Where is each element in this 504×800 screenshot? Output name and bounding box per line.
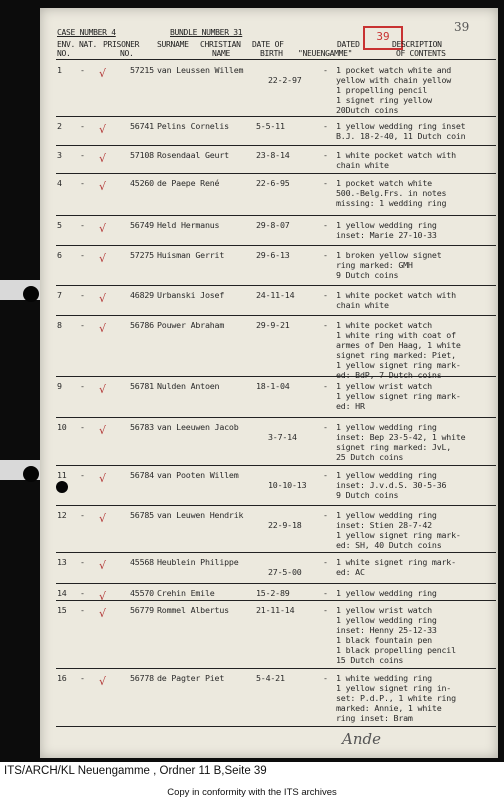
row-rule [56,552,496,553]
dated-mark: - [323,178,328,188]
col-birth: BIRTH [260,49,283,58]
check-mark-icon: √ [99,180,107,193]
prisoner-number: 46829 [130,290,154,300]
nationality: - [80,557,85,567]
check-mark-icon: √ [99,252,107,265]
date-of-birth: 24-11-14 [256,290,295,300]
check-mark-icon: √ [99,322,107,335]
row-rule [56,668,496,669]
prisoner-name: Huisman Gerrit [157,250,225,260]
col-env: ENV. [57,40,76,49]
date-of-birth: 3-7-14 [268,432,297,442]
date-of-birth: 22-6-95 [256,178,290,188]
prisoner-number: 56783 [130,422,154,432]
prisoner-name: de Pagter Piet [157,673,225,683]
prisoner-name: Pelins Cornelis [157,121,229,131]
check-mark-icon: √ [99,675,107,688]
col-christian-name: NAME [212,49,231,58]
prisoner-number: 56778 [130,673,154,683]
entry-number: 15 [57,605,67,615]
row-rule [56,465,496,466]
date-of-birth: 5-4-21 [256,673,285,683]
nationality: - [80,422,85,432]
row-rule [56,417,496,418]
nationality: - [80,290,85,300]
prisoner-number: 56785 [130,510,154,520]
dated-mark: - [323,510,328,520]
nationality: - [80,605,85,615]
punch-hole [23,466,39,482]
description-of-contents: 1 yellow wedding ring [336,588,437,598]
row-rule [56,600,496,601]
nationality: - [80,178,85,188]
nationality: - [80,510,85,520]
prisoner-number: 57108 [130,150,154,160]
description-of-contents: 1 pocket watch white 500.-Belg.Frs. in notes missing: 1 wedding ring [336,178,447,208]
description-of-contents: 1 yellow wrist watch 1 yellow wedding ring inset: Henny 25-12-33 1 black fountain pen 1 black propelling pencil 15 Dutch coins [336,605,456,665]
date-of-birth: 22-9-18 [268,520,302,530]
prisoner-name: van Leeuwen Jacob [157,422,239,432]
check-mark-icon: √ [99,222,107,235]
dated-mark: - [323,470,328,480]
date-of-birth: 23-8-14 [256,150,290,160]
prisoner-name: Nulden Antoen [157,381,220,391]
prisoner-number: 57275 [130,250,154,260]
description-of-contents: 1 yellow wedding ring inset B.J. 18-2-40, 11 Dutch coin [336,121,466,141]
description-of-contents: 1 white pocket watch with chain white [336,150,456,170]
punch-hole [23,286,39,302]
nationality: - [80,150,85,160]
prisoner-name: Rosendaal Geurt [157,150,229,160]
description-of-contents: 1 yellow wedding ring inset: Stien 28-7-42 1 yellow signet ring mark- ed: SH, 40 Dutch coins [336,510,461,550]
dated-mark: - [323,557,328,567]
col-surname: SURNAME [157,40,189,49]
entry-number: 11 [57,470,67,480]
check-mark-icon: √ [99,292,107,305]
document-sheet [40,8,498,758]
prisoner-number: 45260 [130,178,154,188]
entry-number: 7 [57,290,62,300]
col-prisoner-no: NO. [120,49,134,58]
row-rule [56,315,496,316]
date-of-birth: 29-8-07 [256,220,290,230]
prisoner-number: 56741 [130,121,154,131]
nationality: - [80,220,85,230]
date-of-birth: 10-10-13 [268,480,307,490]
nationality: - [80,588,85,598]
entry-number: 13 [57,557,67,567]
nationality: - [80,673,85,683]
col-of-contents: OF CONTENTS [396,49,446,58]
nationality: - [80,320,85,330]
bundle-number-label: BUNDLE NUMBER 31 [170,28,243,37]
prisoner-number: 45568 [130,557,154,567]
prisoner-name: Held Hermanus [157,220,220,230]
case-number-label: CASE NUMBER 4 [57,28,116,37]
description-of-contents: 1 white pocket watch with chain white [336,290,456,310]
date-of-birth: 15-2-89 [256,588,290,598]
dated-mark: - [323,605,328,615]
entry-number: 9 [57,381,62,391]
row-rule [56,245,496,246]
description-of-contents: 1 yellow wrist watch 1 yellow signet ring mark- ed: HR [336,381,461,411]
entry-number: 14 [57,588,67,598]
ink-blot [56,481,68,493]
col-prisoner: PRISONER [103,40,140,49]
check-mark-icon: √ [99,67,107,80]
prisoner-number: 56786 [130,320,154,330]
prisoner-name: de Paepe René [157,178,220,188]
date-of-birth: 18-1-04 [256,381,290,391]
entry-number: 2 [57,121,62,131]
dated-mark: - [323,150,328,160]
prisoner-number: 56784 [130,470,154,480]
date-of-birth: 29-6-13 [256,250,290,260]
row-rule [56,505,496,506]
col-dated: DATED [337,40,360,49]
prisoner-name: van Leussen Willem [157,65,244,75]
col-description: DESCRIPTION [392,40,442,49]
prisoner-name: Pouwer Abraham [157,320,225,330]
dated-mark: - [323,290,328,300]
description-of-contents: 1 broken yellow signet ring marked: GMH 9 Dutch coins [336,250,442,280]
col-date: DATE OF [252,40,284,49]
row-rule [56,116,496,117]
header-rule [56,59,496,60]
dated-mark: - [323,220,328,230]
pencil-page-number: 39 [454,20,470,34]
entry-number: 12 [57,510,67,520]
entry-number: 6 [57,250,62,260]
nationality: - [80,470,85,480]
row-rule [56,285,496,286]
nationality: - [80,250,85,260]
dated-mark: - [323,320,328,330]
nationality: - [80,121,85,131]
entry-number: 4 [57,178,62,188]
description-of-contents: 1 yellow wedding ring inset: J.v.d.S. 30-5-36 9 Dutch coins [336,470,447,500]
entry-number: 5 [57,220,62,230]
description-of-contents: 1 yellow wedding ring inset: Bep 23-5-42, 1 white signet ring marked: JvL, 25 Dutch coins [336,422,466,462]
dated-mark: - [323,422,328,432]
signature: Ande [342,730,381,748]
dated-mark: - [323,588,328,598]
entry-number: 1 [57,65,62,75]
row-rule [56,215,496,216]
entry-number: 8 [57,320,62,330]
check-mark-icon: √ [99,383,107,396]
description-of-contents: 1 white pocket watch 1 white ring with coat of armes of Den Haag, 1 white signet ring marked: Piet, 1 yellow signet ring mark- ed: BdP, 7 Dutch coins [336,320,461,380]
check-mark-icon: √ [99,590,107,603]
col-nat: NAT. [79,40,98,49]
check-mark-icon: √ [99,152,107,165]
check-mark-icon: √ [99,472,107,485]
page-number-stamp: 39 [363,26,403,50]
prisoner-name: Heublein Philippe [157,557,239,567]
description-of-contents: 1 pocket watch white and yellow with chain yellow 1 propelling pencil 1 signet ring yellow 20Dutch coins [336,65,452,115]
prisoner-name: Rommel Albertus [157,605,229,615]
prisoner-number: 56749 [130,220,154,230]
source-reference: ITS/ARCH/KL Neuengamme , Ordner 11 B,Seite 39 [4,765,267,777]
dated-mark: - [323,250,328,260]
check-mark-icon: √ [99,424,107,437]
col-env-no: NO. [57,49,71,58]
dated-mark: - [323,65,328,75]
description-of-contents: 1 yellow wedding ring inset: Marie 27-10-33 [336,220,437,240]
row-rule [56,726,496,727]
row-rule [56,145,496,146]
description-of-contents: 1 white signet ring mark- ed: AC [336,557,456,577]
date-of-birth: 29-9-21 [256,320,290,330]
nationality: - [80,381,85,391]
date-of-birth: 27-5-00 [268,567,302,577]
entry-number: 3 [57,150,62,160]
prisoner-name: van Pooten Willem [157,470,239,480]
prisoner-number: 45570 [130,588,154,598]
col-christian: CHRISTIAN [200,40,241,49]
entry-number: 10 [57,422,67,432]
prisoner-name: Crehin Emile [157,588,215,598]
date-of-birth: 21-11-14 [256,605,295,615]
nationality: - [80,65,85,75]
date-of-birth: 22-2-97 [268,75,302,85]
prisoner-name: van Leuwen Hendrik [157,510,244,520]
prisoner-number: 57215 [130,65,154,75]
row-rule [56,583,496,584]
date-of-birth: 5-5-11 [256,121,285,131]
prisoner-number: 56781 [130,381,154,391]
check-mark-icon: √ [99,512,107,525]
dated-mark: - [323,381,328,391]
row-rule [56,173,496,174]
col-neuengamme: "NEUENGAMME" [298,49,353,58]
dated-mark: - [323,673,328,683]
description-of-contents: 1 white wedding ring 1 yellow signet ring in- set: P.d.P., 1 white ring marked: Annie, 1 white ring inset: Bram [336,673,456,723]
entry-number: 16 [57,673,67,683]
row-rule [56,376,496,377]
copy-note: Copy in conformity with the ITS archives [167,787,337,798]
check-mark-icon: √ [99,607,107,620]
prisoner-number: 56779 [130,605,154,615]
check-mark-icon: √ [99,123,107,136]
check-mark-icon: √ [99,559,107,572]
dated-mark: - [323,121,328,131]
prisoner-name: Urbanski Josef [157,290,225,300]
